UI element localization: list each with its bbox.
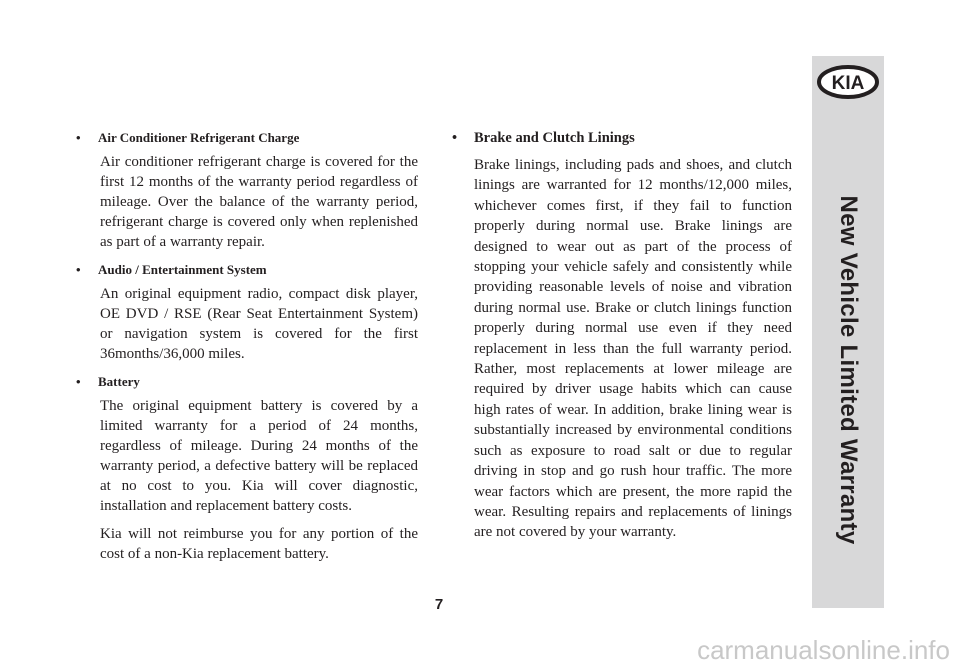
kia-logo-text: KIA — [831, 73, 865, 94]
side-tab-title: New Vehicle Limited Warranty — [835, 195, 862, 545]
item-body — [474, 155, 792, 543]
warranty-item-audio — [76, 262, 418, 364]
item-heading-text: Battery — [98, 374, 140, 389]
item-heading-text: Audio / Entertainment System — [98, 262, 267, 277]
item-paragraph: Air conditioner refrigerant charge is covered for the first 12 months of the warranty period regardless of mileage. Over the balance of the warranty period, refrigerant charge is covered only when replenished as part of a warranty repair. — [100, 154, 418, 250]
item-heading — [76, 262, 418, 278]
item-paragraph: Brake linings, including pads and shoes, and clutch linings are warranted for 12 months/12,000 miles, whichever comes first, if they fail to function properly during normal use. Brake linings are designed to wear out as part of the process of stopping your vehicle safely and consistently while providing reasonable levels of noise and vibration during normal use. Brake or clutch linings function properly during normal use even if they need replacement in less than the full warranty period. Rather, most replacements at lower mileage are required by driver usage habits which can cause high rates of wear. In addition, brake lining wear is substantially increased by environmental conditions such as exposure to road salt or due to regular driving in stop and go rush hour traffic. The more wear factors which are present, the more rapid the wear. Resulting repairs and replacements of linings are not covered by your warranty. — [474, 157, 792, 541]
bullet-icon: • — [76, 374, 81, 389]
item-body — [100, 284, 418, 364]
bullet-icon: • — [452, 130, 458, 146]
page-number: 7 — [434, 596, 444, 613]
item-paragraph: The original equipment battery is covered by a limited warranty for a period of 24 months, regardless of mileage. During 24 months of the warranty period, a defective battery will be replaced at no cost to you. Kia will cover diagnostic, installation and replacement battery costs. — [100, 398, 418, 514]
item-heading-text: Brake and Clutch Linings — [474, 130, 635, 146]
item-heading-text: Air Conditioner Refrigerant Charge — [98, 130, 300, 145]
item-heading — [76, 374, 418, 390]
left-column — [76, 130, 418, 574]
warranty-item-ac-refrigerant — [76, 130, 418, 252]
item-heading — [452, 130, 792, 147]
bullet-icon: • — [76, 130, 81, 145]
warranty-item-battery — [76, 374, 418, 564]
bullet-icon: • — [76, 262, 81, 277]
kia-logo-icon — [816, 64, 880, 100]
item-paragraph: An original equipment radio, compact disk player, OE DVD / RSE (Rear Seat Entertainment System) or navigation system is covered for the first 36months/36,000 miles. — [100, 286, 418, 362]
right-column — [452, 130, 792, 553]
item-heading — [76, 130, 418, 146]
warranty-item-brake-clutch — [452, 130, 792, 543]
item-paragraph: Kia will not reimburse you for any portion of the cost of a non-Kia replacement battery. — [100, 526, 418, 562]
item-body — [100, 152, 418, 252]
watermark: carmanualsonline.info — [697, 635, 950, 665]
item-body — [100, 396, 418, 564]
